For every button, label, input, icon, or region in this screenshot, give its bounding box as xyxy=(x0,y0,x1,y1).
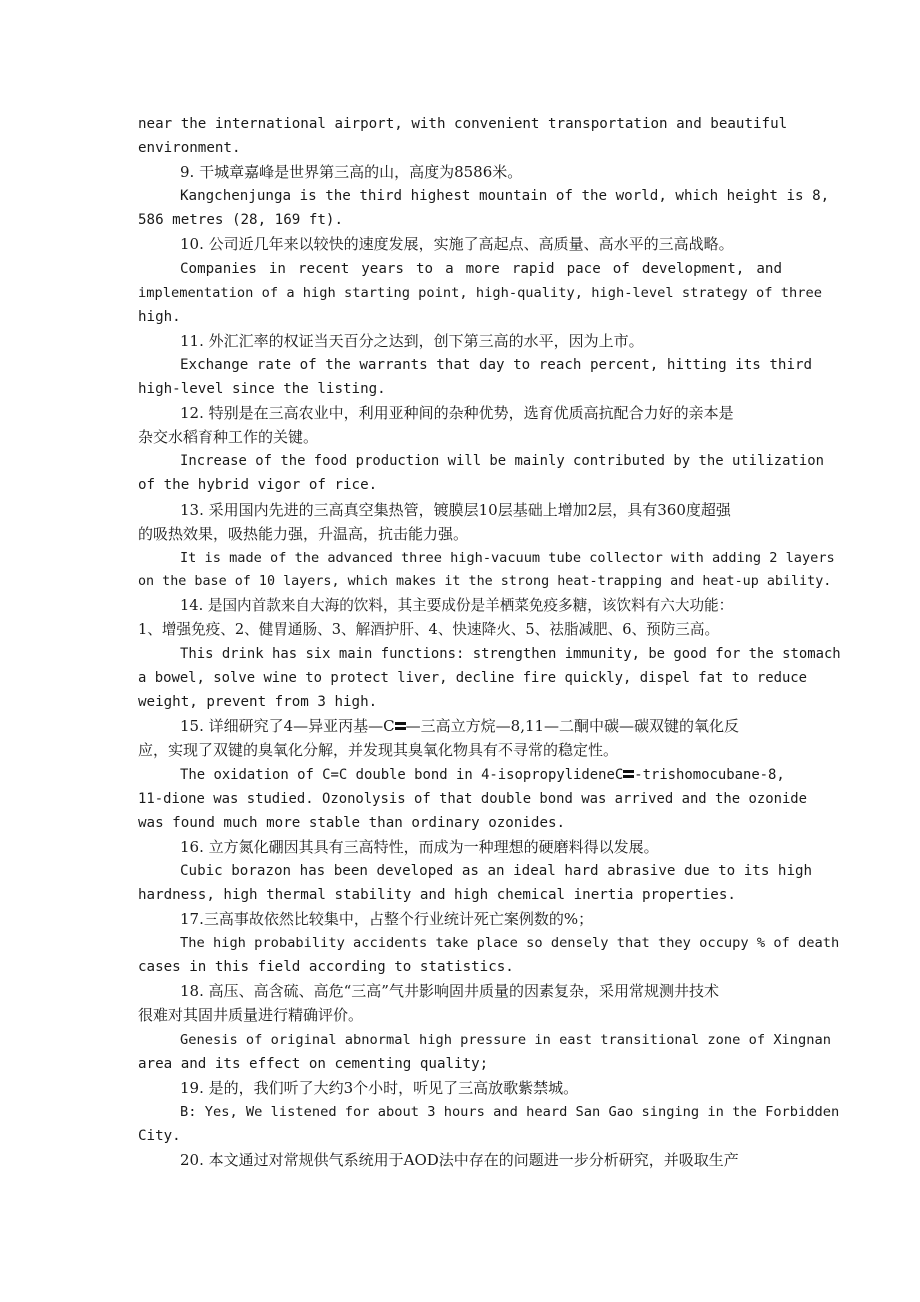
zh-line: 11. 外汇汇率的权证当天百分之达到，创下第三高的水平，因为上市。 xyxy=(180,331,644,350)
zh-line: 杂交水稻育种工作的关键。 xyxy=(138,428,319,447)
en-line: 586 metres (28, 169 ft). xyxy=(138,212,343,229)
en-line: Genesis of original abnormal high pressure in east transitional zone of Xingnan xyxy=(180,1031,832,1048)
zh-line: 16. 立方氮化硼因其具有三高特性，而成为一种理想的硬磨料得以发展。 xyxy=(180,837,659,856)
double-bar-symbol-icon xyxy=(395,722,406,732)
en-line: weight, prevent from 3 high. xyxy=(138,694,378,711)
en-line: Increase of the food production will be mainly contributed by the utilization xyxy=(180,453,824,470)
document-body xyxy=(138,112,841,1172)
en-line: Kangchenjunga is the third highest mountain of the world, which height is 8, xyxy=(180,188,830,205)
double-bar-symbol-icon xyxy=(623,770,634,780)
zh-line: 20. 本文通过对常规供气系统用于AOD法中存在的问题进一步分析研究，并吸取生产 xyxy=(180,1151,739,1170)
zh-line: 19. 是的，我们听了大约3个小时，听见了三高放歌紫禁城。 xyxy=(180,1078,579,1097)
line-text: —三高立方烷—8,11—二酮中碳—碳双键的氧化反 xyxy=(405,717,740,736)
en-line: near the international airport, with convenient transportation and beautiful xyxy=(138,116,788,132)
zh-line: 14. 是国内首款来自大海的饮料，其主要成份是羊栖菜免疫多糖，该饮料有六大功能： xyxy=(180,596,734,614)
zh-line: 1、增强免疫、2、健胃通肠、3、解酒护肝、4、快速降火、5、祛脂减肥、6、预防三高。 xyxy=(138,620,720,638)
en-line: It is made of the advanced three high-vacuum tube collector with adding 2 layers xyxy=(180,549,835,566)
zh-line: 18. 高压、高含硫、高危“三高”气井影响固井质量的因素复杂，采用常规测井技术 xyxy=(180,982,719,1001)
zh-line: 应，实现了双键的臭氧化分解，并发现其臭氧化物具有不寻常的稳定性。 xyxy=(138,741,619,760)
zh-line: 10. 公司近几年来以较快的速度发展，实施了高起点、高质量、高水平的三高战略。 xyxy=(180,235,734,254)
zh-line xyxy=(138,714,782,738)
en-line: implementation of a high starting point, high-quality, high-level strategy of three xyxy=(138,284,822,301)
zh-line: 12. 特别是在三高农业中，利用亚种间的杂种优势，选育优质高抗配合力好的亲本是 xyxy=(180,404,734,423)
en-line: on the base of 10 layers, which makes it the strong heat-trapping and heat-up ability. xyxy=(138,573,832,589)
line-text: 15. 详细研究了4—异亚丙基—C xyxy=(180,717,395,736)
zh-line: 很难对其固井质量进行精确评价。 xyxy=(138,1006,364,1025)
en-line: of the hybrid vigor of rice. xyxy=(138,477,378,494)
en-line: environment. xyxy=(138,140,241,157)
en-line: high. xyxy=(138,308,181,325)
en-line: 11-dione was studied. Ozonolysis of that double bond was arrived and the ozonide xyxy=(138,790,808,807)
en-line: area and its effect on cementing quality; xyxy=(138,1055,489,1072)
zh-line: 13. 采用国内先进的三高真空集热管，镀膜层10层基础上增加2层，具有360度超强 xyxy=(180,500,731,519)
en-line: high-level since the listing. xyxy=(138,381,386,398)
en-line: Exchange rate of the warrants that day to reach percent, hitting its third xyxy=(180,356,813,373)
en-line: The high probability accidents take place so densely that they occupy % of death xyxy=(180,935,840,952)
zh-line: 17.三高事故依然比较集中，占整个行业统计死亡案例数的%； xyxy=(180,910,594,929)
line-text: -trishomocubane-8, xyxy=(634,766,785,783)
en-line: was found much more stable than ordinary ozonides. xyxy=(138,814,566,831)
en-line: Cubic borazon has been developed as an ideal hard abrasive due to its high xyxy=(180,862,813,879)
en-line: This drink has six main functions: strengthen immunity, be good for the stomach xyxy=(180,646,841,663)
en-line: Companies in recent years to a more rapid pace of development, and xyxy=(180,260,782,277)
en-line xyxy=(138,763,785,787)
en-line: cases in this field according to statistics. xyxy=(138,959,514,976)
zh-line: 的吸热效果，吸热能力强，升温高，抗击能力强。 xyxy=(138,524,469,543)
en-line: B: Yes, We listened for about 3 hours and heard San Gao singing in the Forbidden xyxy=(180,1103,840,1120)
zh-line: 9. 干城章嘉峰是世界第三高的山，高度为8586米。 xyxy=(180,163,523,182)
en-line: hardness, high thermal stability and high chemical inertia properties. xyxy=(138,887,736,903)
line-text: The oxidation of C=C double bond in 4-isopropylideneC xyxy=(180,766,624,783)
en-line: City. xyxy=(138,1127,181,1144)
en-line: a bowel, solve wine to protect liver, decline fire quickly, dispel fat to reduce xyxy=(138,670,808,687)
